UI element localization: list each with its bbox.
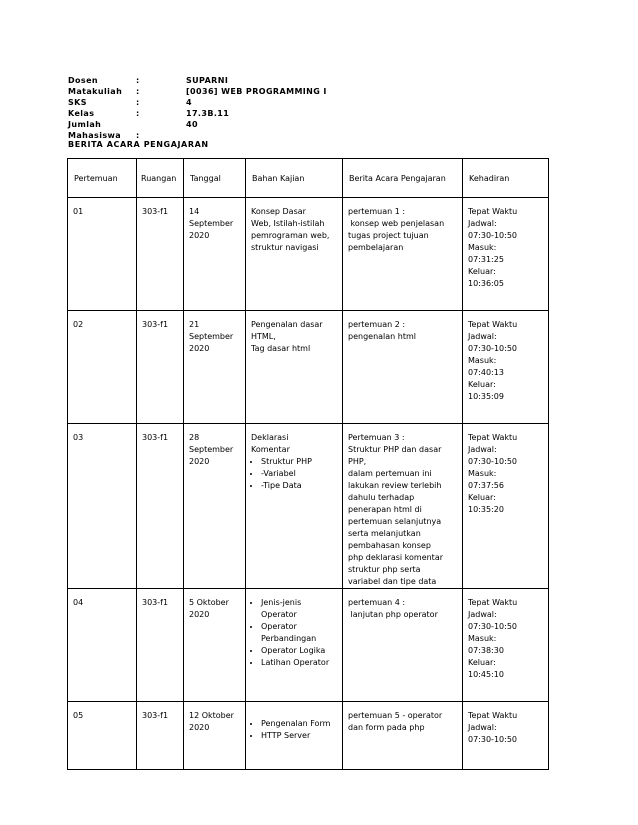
list-item: • Struktur PHP — [261, 456, 337, 468]
text-line: Tepat Waktu — [468, 711, 518, 720]
cell-ruangan: 303-f1 — [137, 311, 184, 424]
date-line: September — [189, 332, 234, 341]
cell-pertemuan: 01 — [68, 198, 137, 311]
text-line: struktur php serta — [348, 565, 421, 574]
topic-list — [251, 597, 337, 669]
date-line: 2020 — [189, 610, 210, 619]
topic-list — [251, 718, 337, 742]
table-row — [68, 198, 549, 311]
date-line: 2020 — [189, 723, 210, 732]
list-item: • HTTP Server — [261, 730, 337, 742]
text-line: pembahasan konsep — [348, 541, 431, 550]
cell-bahan-kajian — [246, 311, 343, 424]
text-line: 10:35:09 — [468, 392, 504, 401]
date-line: September — [189, 445, 234, 454]
cell-tanggal — [184, 198, 246, 311]
text-line: konsep web penjelasan — [348, 219, 445, 228]
text-line: 07:30-10:50 — [468, 344, 517, 353]
list-item: • Operator Logika — [261, 645, 337, 657]
cell-ruangan: 303-f1 — [137, 702, 184, 770]
text-line: 10:45:10 — [468, 670, 504, 679]
cell-pertemuan: 05 — [68, 702, 137, 770]
jumlah-label-line-1: Jumlah — [68, 120, 102, 129]
cell-kehadiran — [463, 702, 549, 770]
colon: : — [136, 76, 140, 85]
text-line: Tepat Waktu — [468, 598, 518, 607]
text-line: 07:30-10:50 — [468, 622, 517, 631]
kelas-value: 17.3B.11 — [186, 109, 230, 118]
text-line: 07:38:30 — [468, 646, 504, 655]
jumlah-label — [68, 119, 122, 141]
text-line: Tag dasar html — [251, 344, 311, 353]
text-line: Keluar: — [468, 658, 496, 667]
cell-ruangan: 303-f1 — [137, 424, 184, 589]
date-line: September — [189, 219, 234, 228]
text-line: Konsep Dasar — [251, 207, 306, 216]
date-line: 21 — [189, 320, 200, 329]
col-header-ruangan: Ruangan — [137, 159, 184, 198]
list-item: • -Variabel — [261, 468, 337, 480]
cell-pertemuan: 03 — [68, 424, 137, 589]
text-line: penerapan html di — [348, 505, 422, 514]
text-line: php deklarasi komentar — [348, 553, 444, 562]
document-title: BERITA ACARA PENGAJARAN — [68, 140, 209, 149]
text-line: Struktur PHP dan dasar — [348, 445, 442, 454]
cell-ruangan: 303-f1 — [137, 198, 184, 311]
date-line: 2020 — [189, 344, 210, 353]
text-line: 07:30-10:50 — [468, 735, 517, 744]
col-header-berita-acara: Berita Acara Pengajaran — [343, 159, 463, 198]
table-header-row — [68, 159, 549, 198]
text-line: Komentar — [251, 445, 290, 454]
colon: : — [136, 98, 140, 107]
text-line: 07:30-10:50 — [468, 457, 517, 466]
text-line: tugas project tujuan — [348, 231, 429, 240]
text-line: 07:31:25 — [468, 255, 504, 264]
text-line: Deklarasi — [251, 433, 289, 442]
jumlah-value: 40 — [186, 120, 198, 129]
list-item: • Operator Perbandingan — [261, 621, 337, 645]
text-line: Jadwal: — [468, 332, 497, 341]
dosen-label: Dosen — [68, 76, 99, 85]
table-row — [68, 702, 549, 770]
date-line: 28 — [189, 433, 200, 442]
col-header-kehadiran: Kehadiran — [463, 159, 549, 198]
text-line: PHP, — [348, 457, 367, 466]
text-line: Jadwal: — [468, 723, 497, 732]
date-line: 2020 — [189, 457, 210, 466]
col-header-bahan-kajian: Bahan Kajian — [246, 159, 343, 198]
cell-kehadiran — [463, 311, 549, 424]
text-line: 10:35:20 — [468, 505, 504, 514]
cell-pertemuan: 04 — [68, 589, 137, 702]
text-line: Web, Istilah-istilah — [251, 219, 325, 228]
text-line: Tepat Waktu — [468, 320, 518, 329]
jumlah-label-line-2: Mahasiswa — [68, 131, 122, 140]
colon: : — [136, 109, 140, 118]
text-line: 07:37:56 — [468, 481, 504, 490]
cell-tanggal — [184, 424, 246, 589]
text-line: pertemuan 5 - operator — [348, 711, 443, 720]
text-line: Keluar: — [468, 493, 496, 502]
text-line: HTML, — [251, 332, 276, 341]
text-line: Masuk: — [468, 243, 497, 252]
text-line: serta melanjutkan — [348, 529, 421, 538]
cell-tanggal — [184, 702, 246, 770]
matakuliah-label: Matakuliah — [68, 87, 123, 96]
text-line: pertemuan selanjutnya — [348, 517, 442, 526]
text-line: Jadwal: — [468, 445, 497, 454]
text-line: Jadwal: — [468, 219, 497, 228]
list-item: • -Tipe Data — [261, 480, 337, 492]
text-line: Pertemuan 3 : — [348, 433, 405, 442]
text-line: struktur navigasi — [251, 243, 319, 252]
table-row — [68, 424, 549, 589]
matakuliah-value: [0036] WEB PROGRAMMING I — [186, 87, 327, 96]
date-line: 5 Oktober — [189, 598, 229, 607]
cell-kehadiran — [463, 589, 549, 702]
cell-berita-acara — [343, 589, 463, 702]
text-line: Jadwal: — [468, 610, 497, 619]
text-line: lakukan review terlebih — [348, 481, 442, 490]
text-line: pengenalan html — [348, 332, 417, 341]
cell-bahan-kajian — [246, 198, 343, 311]
list-item: • Latihan Operator — [261, 657, 337, 669]
cell-bahan-kajian — [246, 589, 343, 702]
text-line: Pengenalan dasar — [251, 320, 323, 329]
text-line: pemrograman web, — [251, 231, 330, 240]
attendance-table — [67, 158, 549, 770]
cell-berita-acara — [343, 311, 463, 424]
kelas-label: Kelas — [68, 109, 95, 118]
colon: : — [136, 131, 140, 140]
text-line: Masuk: — [468, 469, 497, 478]
table-row — [68, 311, 549, 424]
sks-label: SKS — [68, 98, 87, 107]
cell-tanggal — [184, 311, 246, 424]
text-line: Masuk: — [468, 356, 497, 365]
text-line: lanjutan php operator — [348, 610, 438, 619]
text-line: variabel dan tipe data — [348, 577, 437, 586]
text-line: dan form pada php — [348, 723, 425, 732]
text-line: 10:36:05 — [468, 279, 504, 288]
text-line: dalam pertemuan ini — [348, 469, 432, 478]
text-line: Keluar: — [468, 267, 496, 276]
list-item: • Jenis-jenis Operator — [261, 597, 337, 621]
text-line: Tepat Waktu — [468, 207, 518, 216]
text-line: pertemuan 4 : — [348, 598, 406, 607]
cell-tanggal — [184, 589, 246, 702]
dosen-value: SUPARNI — [186, 76, 229, 85]
text-line: Keluar: — [468, 380, 496, 389]
cell-berita-acara — [343, 424, 463, 589]
cell-bahan-kajian — [246, 702, 343, 770]
text-line: dahulu terhadap — [348, 493, 415, 502]
cell-ruangan: 303-f1 — [137, 589, 184, 702]
cell-kehadiran — [463, 424, 549, 589]
text-line: Tepat Waktu — [468, 433, 518, 442]
cell-berita-acara — [343, 198, 463, 311]
cell-bahan-kajian — [246, 424, 343, 589]
topic-list — [251, 456, 337, 492]
text-line: 07:40:13 — [468, 368, 504, 377]
date-line: 12 Oktober — [189, 711, 234, 720]
text-line: pertemuan 1 : — [348, 207, 406, 216]
date-line: 2020 — [189, 231, 210, 240]
cell-kehadiran — [463, 198, 549, 311]
cell-berita-acara — [343, 702, 463, 770]
text-line: pertemuan 2 : — [348, 320, 406, 329]
table-row — [68, 589, 549, 702]
cell-pertemuan: 02 — [68, 311, 137, 424]
col-header-tanggal: Tanggal — [184, 159, 246, 198]
colon: : — [136, 87, 140, 96]
text-line: pembelajaran — [348, 243, 404, 252]
sks-value: 4 — [186, 98, 192, 107]
col-header-pertemuan: Pertemuan — [68, 159, 137, 198]
text-line: Masuk: — [468, 634, 497, 643]
list-item: • Pengenalan Form — [261, 718, 337, 730]
date-line: 14 — [189, 207, 200, 216]
text-line: 07:30-10:50 — [468, 231, 517, 240]
